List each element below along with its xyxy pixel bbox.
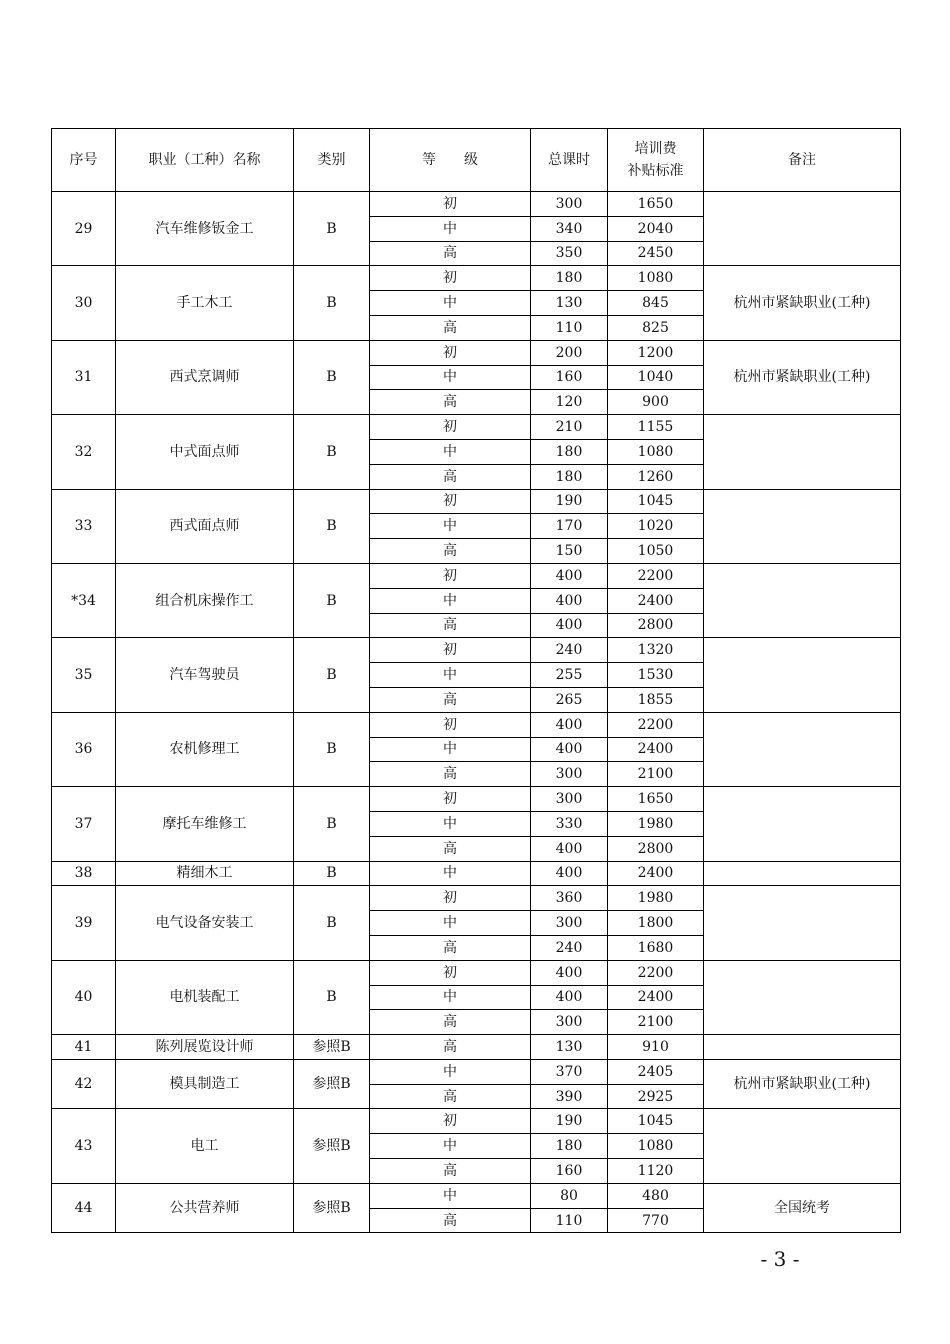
category-cell: 参照B (294, 1109, 370, 1183)
subsidy-cell: 2400 (608, 861, 704, 886)
seq-cell: 39 (52, 886, 116, 960)
table-row (52, 712, 901, 737)
level-cell: 中 (370, 811, 531, 836)
level-cell: 初 (370, 266, 531, 291)
level-cell: 初 (370, 712, 531, 737)
table-row (52, 1035, 901, 1060)
table-row (52, 787, 901, 812)
seq-cell: 32 (52, 415, 116, 489)
hours-cell: 160 (531, 365, 608, 390)
hours-cell: 130 (531, 1035, 608, 1060)
occupation-name-cell: 中式面点师 (116, 415, 294, 489)
seq-cell: 33 (52, 489, 116, 563)
hours-cell: 190 (531, 1109, 608, 1134)
remark-cell (704, 712, 901, 786)
level-cell: 初 (370, 340, 531, 365)
subsidy-cell: 2400 (608, 737, 704, 762)
subsidy-cell: 1650 (608, 192, 704, 217)
page-number: - 3 - (760, 1247, 800, 1271)
subsidy-cell: 1080 (608, 439, 704, 464)
subsidy-cell: 1080 (608, 266, 704, 291)
subsidy-cell: 1320 (608, 638, 704, 663)
seq-cell: 36 (52, 712, 116, 786)
seq-cell: 37 (52, 787, 116, 861)
level-cell: 高 (370, 464, 531, 489)
subsidy-cell: 1980 (608, 811, 704, 836)
header-occupation-name: 职业（工种）名称 (116, 129, 294, 192)
subsidy-cell: 1045 (608, 489, 704, 514)
hours-cell: 190 (531, 489, 608, 514)
remark-cell (704, 960, 901, 1034)
seq-cell: 35 (52, 638, 116, 712)
occupation-name-cell: 电工 (116, 1109, 294, 1183)
hours-cell: 400 (531, 588, 608, 613)
subsidy-table (51, 128, 901, 1233)
level-cell: 初 (370, 787, 531, 812)
table-row (52, 886, 901, 911)
hours-cell: 400 (531, 985, 608, 1010)
subsidy-cell: 2100 (608, 1010, 704, 1035)
occupation-name-cell: 精细木工 (116, 861, 294, 886)
table-row (52, 192, 901, 217)
subsidy-cell: 910 (608, 1035, 704, 1060)
hours-cell: 120 (531, 390, 608, 415)
category-cell: B (294, 886, 370, 960)
table-row (52, 1109, 901, 1134)
header-total-hours: 总课时 (531, 129, 608, 192)
level-cell: 中 (370, 216, 531, 241)
occupation-name-cell: 汽车驾驶员 (116, 638, 294, 712)
level-cell: 初 (370, 489, 531, 514)
hours-cell: 300 (531, 911, 608, 936)
subsidy-cell: 480 (608, 1183, 704, 1208)
subsidy-cell: 2200 (608, 712, 704, 737)
subsidy-cell: 1020 (608, 514, 704, 539)
header-subsidy-line1: 培训费 (634, 141, 677, 157)
category-cell: B (294, 787, 370, 861)
hours-cell: 400 (531, 737, 608, 762)
hours-cell: 255 (531, 663, 608, 688)
table-row (52, 1059, 901, 1084)
level-cell: 高 (370, 1035, 531, 1060)
hours-cell: 150 (531, 539, 608, 564)
seq-cell: 44 (52, 1183, 116, 1233)
table-row (52, 340, 901, 365)
occupation-name-cell: 摩托车维修工 (116, 787, 294, 861)
occupation-name-cell: 组合机床操作工 (116, 563, 294, 637)
header-category: 类别 (294, 129, 370, 192)
subsidy-cell: 2800 (608, 836, 704, 861)
level-cell: 中 (370, 439, 531, 464)
table-row (52, 563, 901, 588)
level-cell: 初 (370, 638, 531, 663)
subsidy-cell: 845 (608, 291, 704, 316)
level-cell: 初 (370, 960, 531, 985)
hours-cell: 300 (531, 762, 608, 787)
hours-cell: 240 (531, 935, 608, 960)
occupation-name-cell: 手工木工 (116, 266, 294, 340)
level-cell: 高 (370, 687, 531, 712)
hours-cell: 330 (531, 811, 608, 836)
level-cell: 中 (370, 737, 531, 762)
subsidy-cell: 1040 (608, 365, 704, 390)
level-cell: 中 (370, 1134, 531, 1159)
subsidy-cell: 2800 (608, 613, 704, 638)
category-cell: B (294, 192, 370, 266)
category-cell: 参照B (294, 1183, 370, 1233)
table-row (52, 960, 901, 985)
level-cell: 中 (370, 861, 531, 886)
category-cell: B (294, 638, 370, 712)
remark-cell (704, 415, 901, 489)
seq-cell: 40 (52, 960, 116, 1034)
hours-cell: 240 (531, 638, 608, 663)
level-cell: 高 (370, 1010, 531, 1035)
seq-cell: *34 (52, 563, 116, 637)
occupation-name-cell: 陈列展览设计师 (116, 1035, 294, 1060)
level-cell: 中 (370, 588, 531, 613)
remark-cell (704, 192, 901, 266)
subsidy-cell: 2200 (608, 563, 704, 588)
subsidy-cell: 2450 (608, 241, 704, 266)
subsidy-cell: 2405 (608, 1059, 704, 1084)
hours-cell: 180 (531, 439, 608, 464)
level-cell: 高 (370, 241, 531, 266)
occupation-name-cell: 西式烹调师 (116, 340, 294, 414)
subsidy-cell: 1050 (608, 539, 704, 564)
header-subsidy (608, 129, 704, 192)
level-cell: 高 (370, 935, 531, 960)
hours-cell: 400 (531, 960, 608, 985)
level-cell: 高 (370, 1159, 531, 1184)
hours-cell: 180 (531, 464, 608, 489)
table-row (52, 266, 901, 291)
remark-cell: 杭州市紧缺职业(工种) (704, 266, 901, 340)
level-cell: 中 (370, 985, 531, 1010)
remark-cell: 全国统考 (704, 1183, 901, 1233)
seq-cell: 43 (52, 1109, 116, 1183)
table-header-row (52, 129, 901, 192)
hours-cell: 400 (531, 861, 608, 886)
remark-cell (704, 489, 901, 563)
category-cell: B (294, 960, 370, 1034)
hours-cell: 160 (531, 1159, 608, 1184)
level-cell: 高 (370, 1084, 531, 1109)
hours-cell: 300 (531, 192, 608, 217)
table-row (52, 638, 901, 663)
seq-cell: 42 (52, 1059, 116, 1109)
subsidy-cell: 1680 (608, 935, 704, 960)
occupation-name-cell: 西式面点师 (116, 489, 294, 563)
hours-cell: 180 (531, 1134, 608, 1159)
hours-cell: 370 (531, 1059, 608, 1084)
hours-cell: 350 (531, 241, 608, 266)
level-cell: 高 (370, 539, 531, 564)
subsidy-cell: 825 (608, 315, 704, 340)
occupation-name-cell: 公共营养师 (116, 1183, 294, 1233)
subsidy-cell: 2200 (608, 960, 704, 985)
hours-cell: 300 (531, 787, 608, 812)
hours-cell: 400 (531, 836, 608, 861)
level-cell: 中 (370, 1059, 531, 1084)
table-row (52, 861, 901, 886)
hours-cell: 110 (531, 315, 608, 340)
level-cell: 中 (370, 365, 531, 390)
occupation-name-cell: 电机装配工 (116, 960, 294, 1034)
category-cell: B (294, 563, 370, 637)
header-seq: 序号 (52, 129, 116, 192)
subsidy-cell: 1800 (608, 911, 704, 936)
occupation-name-cell: 电气设备安装工 (116, 886, 294, 960)
remark-cell: 杭州市紧缺职业(工种) (704, 1059, 901, 1109)
hours-cell: 390 (531, 1084, 608, 1109)
header-subsidy-line2: 补贴标准 (627, 163, 684, 179)
seq-cell: 38 (52, 861, 116, 886)
subsidy-cell: 1260 (608, 464, 704, 489)
remark-cell: 杭州市紧缺职业(工种) (704, 340, 901, 414)
remark-cell (704, 886, 901, 960)
subsidy-cell: 1650 (608, 787, 704, 812)
hours-cell: 80 (531, 1183, 608, 1208)
table-row (52, 1183, 901, 1208)
hours-cell: 110 (531, 1208, 608, 1233)
level-cell: 高 (370, 315, 531, 340)
remark-cell (704, 563, 901, 637)
category-cell: B (294, 340, 370, 414)
remark-cell (704, 1109, 901, 1183)
category-cell: B (294, 489, 370, 563)
hours-cell: 265 (531, 687, 608, 712)
subsidy-cell: 900 (608, 390, 704, 415)
category-cell: B (294, 861, 370, 886)
table-row (52, 415, 901, 440)
subsidy-cell: 2400 (608, 588, 704, 613)
remark-cell (704, 861, 901, 886)
hours-cell: 180 (531, 266, 608, 291)
subsidy-cell: 1080 (608, 1134, 704, 1159)
level-cell: 高 (370, 762, 531, 787)
level-cell: 中 (370, 911, 531, 936)
remark-cell (704, 787, 901, 861)
hours-cell: 400 (531, 563, 608, 588)
level-cell: 中 (370, 1183, 531, 1208)
level-cell: 高 (370, 836, 531, 861)
level-cell: 初 (370, 415, 531, 440)
category-cell: 参照B (294, 1059, 370, 1109)
level-cell: 高 (370, 613, 531, 638)
occupation-name-cell: 汽车维修钣金工 (116, 192, 294, 266)
hours-cell: 200 (531, 340, 608, 365)
level-cell: 中 (370, 663, 531, 688)
seq-cell: 41 (52, 1035, 116, 1060)
category-cell: B (294, 266, 370, 340)
remark-cell (704, 1035, 901, 1060)
level-cell: 初 (370, 886, 531, 911)
category-cell: B (294, 415, 370, 489)
level-cell: 初 (370, 563, 531, 588)
subsidy-cell: 1980 (608, 886, 704, 911)
level-cell: 高 (370, 390, 531, 415)
category-cell: B (294, 712, 370, 786)
seq-cell: 30 (52, 266, 116, 340)
subsidy-cell: 770 (608, 1208, 704, 1233)
remark-cell (704, 638, 901, 712)
subsidy-cell: 2400 (608, 985, 704, 1010)
level-cell: 中 (370, 291, 531, 316)
seq-cell: 31 (52, 340, 116, 414)
level-cell: 初 (370, 192, 531, 217)
hours-cell: 340 (531, 216, 608, 241)
hours-cell: 400 (531, 712, 608, 737)
subsidy-cell: 1045 (608, 1109, 704, 1134)
subsidy-cell: 1200 (608, 340, 704, 365)
hours-cell: 300 (531, 1010, 608, 1035)
header-level: 等 级 (370, 129, 531, 192)
hours-cell: 170 (531, 514, 608, 539)
subsidy-cell: 2100 (608, 762, 704, 787)
table-body (52, 192, 901, 1233)
category-cell: 参照B (294, 1035, 370, 1060)
subsidy-cell: 1120 (608, 1159, 704, 1184)
subsidy-cell: 1530 (608, 663, 704, 688)
hours-cell: 210 (531, 415, 608, 440)
level-cell: 中 (370, 514, 531, 539)
subsidy-cell: 1855 (608, 687, 704, 712)
occupation-name-cell: 模具制造工 (116, 1059, 294, 1109)
subsidy-cell: 1155 (608, 415, 704, 440)
hours-cell: 400 (531, 613, 608, 638)
level-cell: 高 (370, 1208, 531, 1233)
seq-cell: 29 (52, 192, 116, 266)
occupation-name-cell: 农机修理工 (116, 712, 294, 786)
level-cell: 初 (370, 1109, 531, 1134)
subsidy-cell: 2925 (608, 1084, 704, 1109)
hours-cell: 130 (531, 291, 608, 316)
header-remark: 备注 (704, 129, 901, 192)
table-row (52, 489, 901, 514)
hours-cell: 360 (531, 886, 608, 911)
subsidy-cell: 2040 (608, 216, 704, 241)
